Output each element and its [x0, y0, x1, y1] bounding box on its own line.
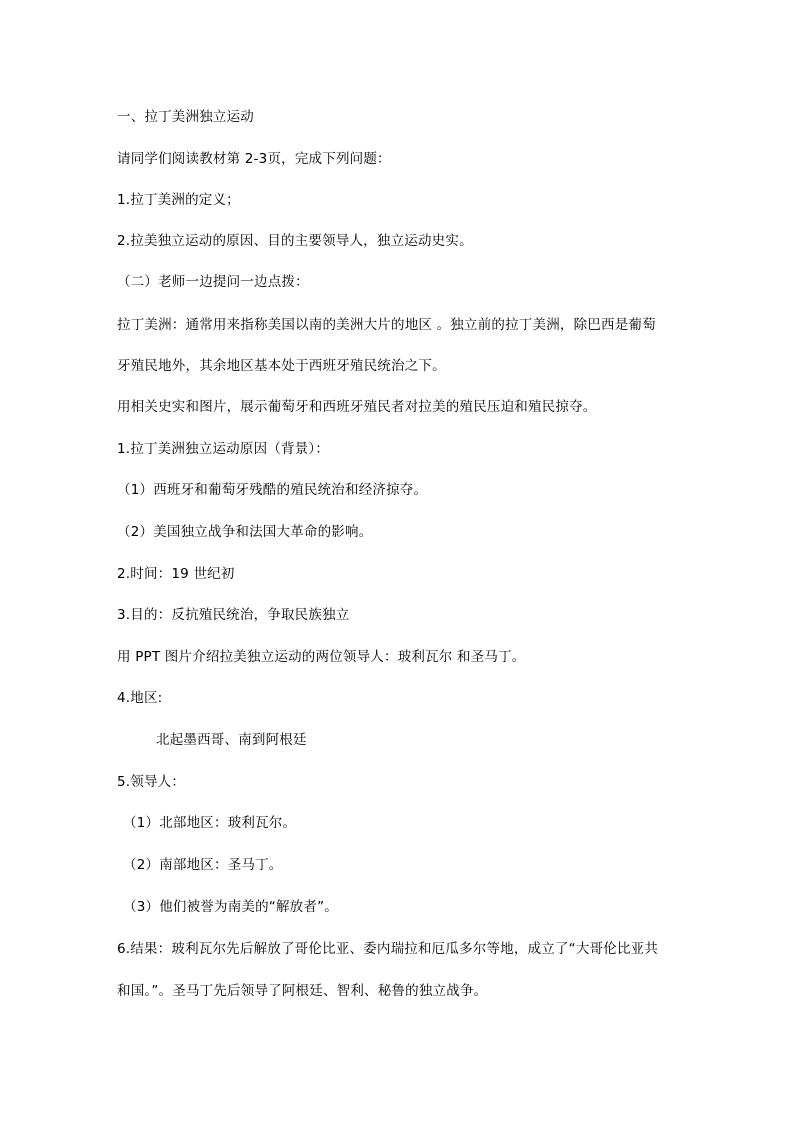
result-line-1: 6.结果：玻利瓦尔先后解放了哥伦比亚、委内瑞拉和厄瓜多尔等地，成立了“大哥伦比亚共: [117, 941, 659, 957]
section-heading: 一、拉丁美洲独立运动: [117, 109, 254, 125]
illustration-note: 用相关史实和图片，展示葡萄牙和西班牙殖民者对拉美的殖民压迫和殖民掠夺。: [117, 399, 597, 415]
leaders-heading: 5.领导人：: [117, 774, 186, 790]
cause-item-2: （2）美国独立战争和法国大革命的影响。: [117, 524, 373, 540]
leader-north: （1）北部地区：玻利瓦尔。: [123, 815, 297, 831]
region-heading: 4.地区:: [117, 690, 163, 706]
question-1: 1.拉丁美洲的定义；: [117, 192, 240, 208]
liberators-note: （3）他们被誉为南美的“解放者”。: [123, 899, 338, 915]
cause-item-1: （1）西班牙和葡萄牙残酷的殖民统治和经济掠夺。: [117, 482, 428, 498]
teacher-guidance-heading: （二）老师一边提问一边点拨：: [117, 274, 309, 290]
definition-paragraph-line-1: 拉丁美洲：通常用来指称美国以南的美洲大片的地区 。独立前的拉丁美洲，除巴西是葡萄: [117, 317, 656, 333]
cause-heading: 1.拉丁美洲独立运动原因（背景）：: [117, 441, 330, 457]
definition-paragraph-line-2: 牙殖民地外，其余地区基本处于西班牙殖民统治之下。: [117, 358, 446, 374]
leaders-intro: 用 PPT 图片介绍拉美独立运动的两位领导人：玻利瓦尔 和圣马丁。: [117, 649, 526, 665]
result-line-2: 和国。”。圣马丁先后领导了阿根廷、智利、秘鲁的独立战争。: [117, 983, 488, 999]
reading-instruction: 请同学们阅读教材第 2-3页，完成下列问题：: [117, 151, 391, 167]
time-line: 2.时间：19 世纪初: [117, 566, 235, 582]
region-detail: 北起墨西哥、南到阿根廷: [156, 732, 307, 748]
purpose-line: 3.目的：反抗殖民统治，争取民族独立: [117, 607, 350, 623]
leader-south: （2）南部地区：圣马丁。: [123, 857, 283, 873]
question-2: 2.拉美独立运动的原因、目的主要领导人，独立运动史实。: [117, 233, 473, 249]
